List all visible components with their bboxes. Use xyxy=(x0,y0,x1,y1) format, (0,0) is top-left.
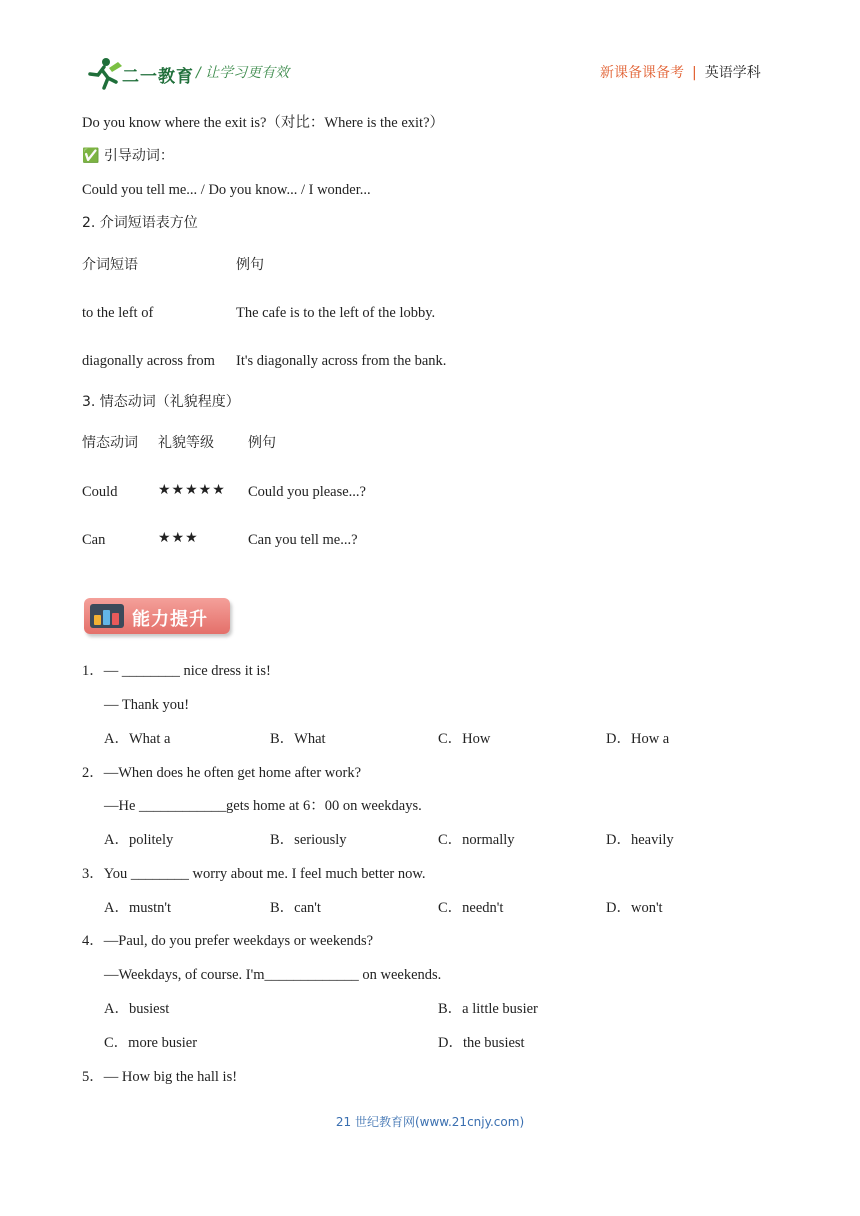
q5-stem xyxy=(82,1068,237,1086)
sec2-row-2-phrase: diagonally across from xyxy=(82,353,215,369)
q2-stem xyxy=(82,764,361,782)
footer-website: 21 世纪教育网(www.21cnjy.com) xyxy=(335,1115,525,1129)
q3-option-b: B．can't xyxy=(270,900,321,916)
q2-option-c: C．normally xyxy=(438,832,515,848)
q4-number: 4． xyxy=(82,933,104,949)
sec3-header-level: 礼貌等级 xyxy=(158,435,214,451)
q3-stem-text: You ________ worry about me. I feel much better now. xyxy=(103,866,426,882)
sec2-row-1-example: The cafe is to the left of the lobby. xyxy=(236,305,436,321)
sec2-row-1-phrase: to the left of xyxy=(82,305,154,321)
q1-option-b: B．What xyxy=(270,731,326,747)
sec2-header-phrase: 介词短语 xyxy=(82,257,138,273)
q5-number: 5． xyxy=(82,1069,104,1085)
q1-stem-text: — ________ nice dress it is! xyxy=(103,663,271,679)
q2-reply: —He ____________gets home at 6：00 on weekdays. xyxy=(104,798,422,814)
q5-stem-text: — How big the hall is! xyxy=(103,1069,238,1085)
q4-stem xyxy=(82,932,373,950)
q4-stem-text: —Paul, do you prefer weekdays or weekends? xyxy=(103,933,374,949)
guide-verbs-label: 引导动词： xyxy=(103,148,174,164)
sec2-header-example: 例句 xyxy=(236,257,264,273)
header-separator: | xyxy=(692,65,697,81)
sec3-row-2-stars: ★★★ xyxy=(158,530,199,546)
q4-option-c: C．more busier xyxy=(104,1035,198,1051)
header-subject-label: 英语学科 xyxy=(704,65,761,81)
q1-reply: — Thank you! xyxy=(104,697,190,713)
q3-stem xyxy=(82,865,426,883)
sec3-row-1-stars: ★★★★★ xyxy=(158,482,226,498)
sec3-row-1-modal: Could xyxy=(82,484,118,500)
check-icon: ✅ xyxy=(82,148,100,164)
section-3-title: 3. 情态动词（礼貌程度） xyxy=(82,394,240,410)
q1-stem xyxy=(82,662,271,680)
q4-option-a: A．busiest xyxy=(104,1001,170,1017)
bar-chart-icon xyxy=(90,604,124,628)
q1-number: 1． xyxy=(82,663,104,679)
slogan: / 让学习更有效 xyxy=(196,65,290,81)
q2-option-b: B．seriously xyxy=(270,832,347,848)
runner-logo-icon xyxy=(82,56,126,90)
q3-option-d: D．won't xyxy=(606,900,663,916)
q2-number: 2． xyxy=(82,765,104,781)
guide-verbs-text: Could you tell me... / Do you know... / I wonder... xyxy=(82,182,371,198)
q3-option-c: C．needn't xyxy=(438,900,504,916)
sec3-header-example: 例句 xyxy=(248,435,276,451)
sec3-row-2-example: Can you tell me...? xyxy=(248,532,358,548)
guide-verbs-row xyxy=(82,147,174,165)
grammar-line-1: Do you know where the exit is?（对比：Where is the exit?） xyxy=(82,115,445,131)
logo-text: 二一教育 xyxy=(122,67,194,87)
ability-banner xyxy=(84,598,230,634)
q2-option-a: A．politely xyxy=(104,832,174,848)
q3-number: 3． xyxy=(82,866,104,882)
q4-reply: —Weekdays, of course. I'm_____________ on weekends. xyxy=(104,967,442,983)
sec2-row-2-example: It's diagonally across from the bank. xyxy=(236,353,447,369)
q4-option-d: D．the busiest xyxy=(438,1035,525,1051)
section-2-title: 2. 介词短语表方位 xyxy=(82,215,198,231)
q2-option-d: D．heavily xyxy=(606,832,674,848)
q2-stem-text: —When does he often get home after work? xyxy=(103,765,362,781)
sec3-row-2-modal: Can xyxy=(82,532,106,548)
q3-option-a: A．mustn't xyxy=(104,900,172,916)
q1-option-a: A．What a xyxy=(104,731,171,747)
header-right xyxy=(600,62,761,82)
q1-option-c: C．How xyxy=(438,731,491,747)
banner-label: 能力提升 xyxy=(132,609,208,630)
sec3-row-1-example: Could you please...? xyxy=(248,484,366,500)
q4-option-b: B．a little busier xyxy=(438,1001,538,1017)
header-course-label: 新课备课备考 xyxy=(600,65,684,81)
q1-option-d: D．How a xyxy=(606,731,670,747)
sec3-header-modal: 情态动词 xyxy=(82,435,138,451)
